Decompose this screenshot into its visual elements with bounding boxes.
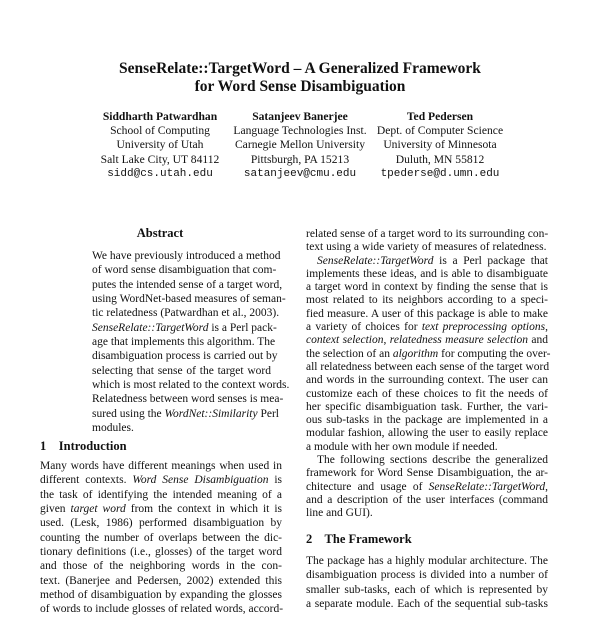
text-line xyxy=(92,407,279,421)
author-email: sidd@cs.utah.edu xyxy=(107,167,213,180)
author-block xyxy=(350,110,530,181)
text-line xyxy=(92,364,271,378)
text-run: implements these ideas, and is able to disambiguate xyxy=(306,267,548,280)
author-affiliation: Language Technologies Inst. xyxy=(233,124,367,138)
text-line xyxy=(306,255,548,268)
abstract-body xyxy=(92,249,290,435)
italic-text: target word xyxy=(70,503,126,516)
author-org: University of Utah xyxy=(116,138,204,152)
text-line xyxy=(306,554,548,568)
text-run: of words to include glosses of related words, accord- xyxy=(40,603,284,616)
text-run: and a description of the user interfaces (command xyxy=(306,493,548,506)
text-line xyxy=(92,378,290,392)
text-line xyxy=(306,454,548,467)
text-line xyxy=(40,502,282,516)
italic-text: WordNet::Similarity xyxy=(164,407,258,420)
text-line xyxy=(40,545,282,559)
text-run: of word sense disambiguation that com- xyxy=(92,264,277,277)
text-line xyxy=(92,335,276,349)
text-line xyxy=(306,441,548,454)
text-line xyxy=(306,308,548,321)
text-run: modular fashion, allowing the user to easily replace xyxy=(306,427,548,440)
text-run: the task of identifying the intended meaning of a xyxy=(40,488,282,501)
italic-text: algorithm xyxy=(392,347,439,360)
text-line xyxy=(40,588,282,602)
text-line xyxy=(92,263,277,277)
italic-text: SenseRelate::TargetWord xyxy=(428,480,546,493)
text-line xyxy=(306,361,548,374)
text-line xyxy=(92,421,271,435)
text-run: disambiguation process is divided into a number of xyxy=(306,569,548,582)
author-org: Carnegie Mellon University xyxy=(234,138,366,152)
text-line xyxy=(40,459,282,473)
text-run: for computing the over- xyxy=(438,347,551,360)
text-run: , xyxy=(545,321,548,334)
text-line xyxy=(306,321,548,334)
text-line xyxy=(306,228,548,241)
text-line xyxy=(306,568,548,582)
text-run: The package has a highly modular architecture. The xyxy=(306,555,548,567)
paper-title-line-1: SenseRelate::TargetWord – A Generalized Framework xyxy=(119,60,481,77)
text-run: customize each of these choices to fit the needs of xyxy=(306,387,548,400)
text-run: all relatedness between each sense of the target word xyxy=(306,360,550,373)
text-run: , xyxy=(545,480,548,493)
author-email: satanjeev@cmu.edu xyxy=(243,167,357,180)
italic-text: SenseRelate::TargetWord xyxy=(92,321,209,334)
text-run: chitecture and usage of xyxy=(306,480,429,493)
section-heading-introduction: 1 Introduction xyxy=(40,439,127,453)
text-run: and those of the neighboring words in the con- xyxy=(40,560,282,573)
text-line xyxy=(306,427,548,440)
text-line xyxy=(306,414,548,427)
text-run: used. (Lesk, 1986) performed disambiguation by xyxy=(40,517,282,530)
text-run: tionary definitions (i.e., glosses) of the target word xyxy=(40,546,282,559)
section-heading-framework: 2 The Framework xyxy=(306,532,412,546)
italic-text: text preprocessing options xyxy=(421,321,546,334)
text-line xyxy=(306,494,548,507)
text-run: is xyxy=(268,474,282,487)
text-run: line and GUI). xyxy=(306,507,373,520)
text-run: from the context in which it is xyxy=(125,503,282,516)
text-run: given xyxy=(40,503,71,516)
text-line xyxy=(40,516,282,530)
author-name: Satanjeev Banerjee xyxy=(252,110,348,123)
author-email: tpederse@d.umn.edu xyxy=(380,167,500,180)
text-line xyxy=(306,597,548,611)
text-run: the selection of an xyxy=(306,347,393,360)
text-run: age that implements this algorithm. The xyxy=(92,336,276,349)
text-run: smaller sub-tasks, each of which is represented by xyxy=(306,583,548,596)
text-run: modules. xyxy=(92,422,134,435)
introduction-body xyxy=(40,459,282,617)
author-city: Salt Lake City, UT 84112 xyxy=(100,152,220,166)
text-line xyxy=(306,481,548,494)
text-line xyxy=(306,281,548,294)
italic-text: Word Sense Disambiguation xyxy=(132,474,269,487)
text-line xyxy=(306,294,548,307)
text-run: is a Perl package that xyxy=(433,254,548,267)
italic-text: relatedness measure selection xyxy=(389,334,528,347)
text-run: selecting that sense of the target word xyxy=(92,364,271,377)
text-run: is a Perl pack- xyxy=(208,321,277,334)
text-run: text. (Banerjee and Pedersen, 2002) extended this xyxy=(40,574,282,587)
text-run: framework for Word Sense Disambiguation, the ar- xyxy=(306,467,548,480)
text-run: and words in the surrounding context. The user can xyxy=(306,374,548,387)
text-line xyxy=(306,347,551,361)
text-line xyxy=(92,349,278,363)
text-run: most related to its neighbors according to a speci- xyxy=(306,294,548,307)
text-run: her specific disambiguation task. Further, the vari- xyxy=(306,400,548,413)
text-run: related sense of a target word to its surrounding con- xyxy=(306,228,549,240)
text-line xyxy=(306,401,548,414)
text-line xyxy=(306,583,548,597)
text-run: Perl xyxy=(257,407,279,420)
text-line xyxy=(92,278,283,292)
text-line xyxy=(306,467,548,480)
text-line xyxy=(306,334,548,347)
author-name: Ted Pedersen xyxy=(406,110,474,123)
text-line xyxy=(40,602,282,616)
text-run: a target word in context by finding the sense that is xyxy=(306,281,548,294)
text-line xyxy=(40,531,282,545)
author-city: Duluth, MN 55812 xyxy=(395,152,485,166)
text-run: Many words have different meanings when used in xyxy=(40,460,282,472)
text-run: counting the number of overlaps between the dic- xyxy=(40,531,282,544)
text-line xyxy=(306,388,548,401)
text-line xyxy=(92,392,284,406)
text-run: fied measure. A user of this package is able to make xyxy=(306,307,548,320)
text-line xyxy=(306,268,548,281)
text-run: Relatedness between word senses is mea- xyxy=(92,393,284,406)
text-run: ous sub-tasks in the package are implemented in a xyxy=(306,414,548,427)
text-run: sured using the xyxy=(92,407,165,420)
text-line xyxy=(92,249,281,263)
text-run: a variety of choices for xyxy=(306,321,422,334)
text-run: which is most related to the context words. xyxy=(92,379,290,392)
text-run: and xyxy=(528,334,549,347)
author-city: Pittsburgh, PA 15213 xyxy=(250,152,350,166)
italic-text: SenseRelate::TargetWord xyxy=(317,254,434,267)
text-run: The following sections describe the generalized xyxy=(317,454,548,467)
italic-text: context selection xyxy=(306,334,384,347)
text-line xyxy=(92,306,280,320)
text-line xyxy=(92,321,277,335)
text-line xyxy=(306,241,548,254)
text-line xyxy=(40,574,282,588)
text-line xyxy=(306,507,548,520)
text-line xyxy=(40,488,282,502)
text-run: tic relatedness (Patwardhan et al., 2003). xyxy=(92,307,280,320)
text-run: a module with her own module if needed. xyxy=(306,440,498,453)
text-line xyxy=(306,374,548,387)
text-run: , xyxy=(383,334,390,347)
right-column-body xyxy=(306,228,551,521)
text-run: putes the intended sense of a target word, xyxy=(92,278,283,291)
text-run: method of disambiguation by expanding the glosses xyxy=(40,589,282,602)
text-run: using WordNet-based measures of seman- xyxy=(92,293,286,306)
author-affiliation: Dept. of Computer Science xyxy=(376,124,504,138)
author-affiliation: School of Computing xyxy=(110,124,210,138)
text-line xyxy=(92,292,286,306)
text-run: different contexts. xyxy=(40,474,133,487)
text-line xyxy=(40,473,282,487)
text-run: a separate module. Each of the sequential sub-tasks xyxy=(306,598,548,611)
text-line xyxy=(40,559,282,573)
framework-body xyxy=(306,554,548,611)
text-run: disambiguation process is carried out by xyxy=(92,350,278,363)
author-org: University of Minnesota xyxy=(383,138,497,152)
text-run: text using a wide variety of measures of relatedness. xyxy=(306,241,547,254)
paper-title-line-2: for Word Sense Disambiguation xyxy=(194,78,406,95)
author-name: Siddharth Patwardhan xyxy=(102,110,218,123)
text-run: We have previously introduced a method xyxy=(92,250,281,262)
abstract-heading: Abstract xyxy=(136,226,184,240)
